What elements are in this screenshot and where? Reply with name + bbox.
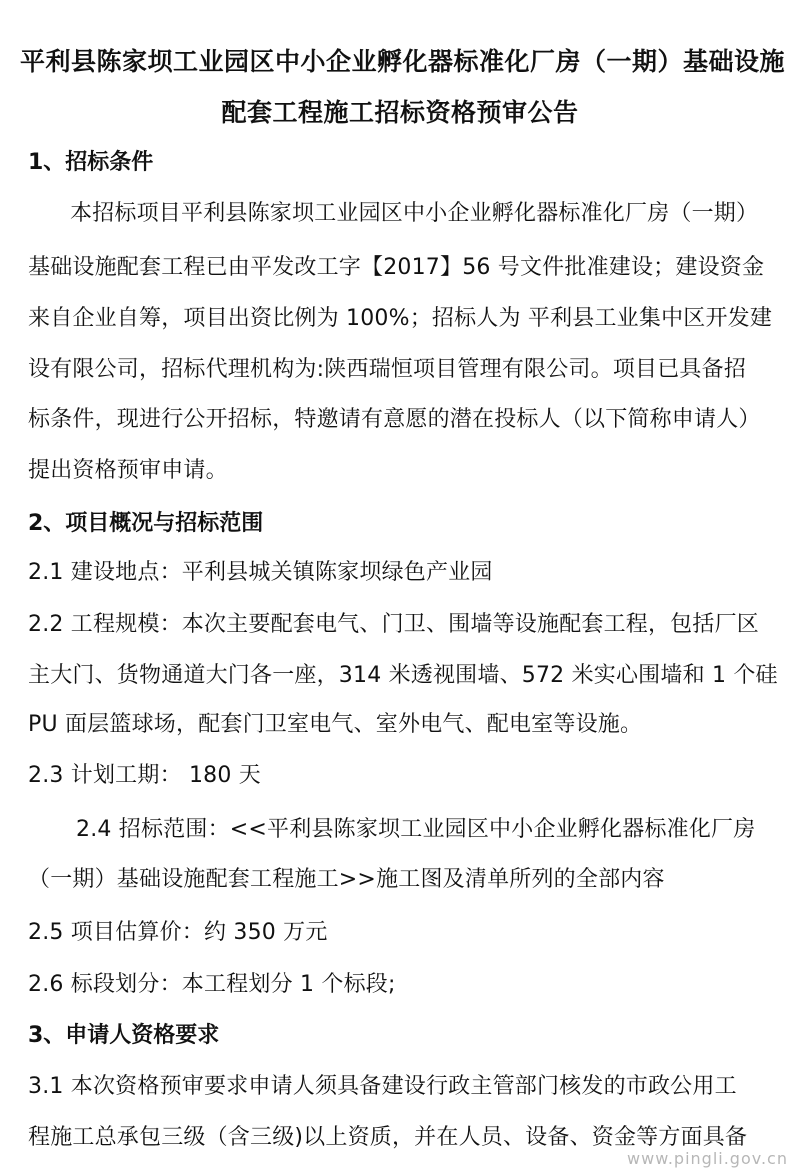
section-2-item-lot-division: 2.6 标段划分：本工程划分 1 个标段;: [28, 972, 396, 997]
section-1-heading: 1、招标条件: [28, 150, 154, 175]
section-2-item-tender-scope: 2.4 招标范围：<<平利县陈家坝工业园区中小企业孵化器标准化厂房: [76, 817, 756, 842]
section-1-paragraph-line: 提出资格预审申请。: [28, 458, 228, 483]
section-3-heading: 3、申请人资格要求: [28, 1023, 220, 1048]
section-2-item-construction-site: 2.1 建设地点：平利县城关镇陈家坝绿色产业园: [28, 560, 493, 585]
section-1-paragraph-line: 标条件，现进行公开招标，特邀请有意愿的潜在投标人（以下简称申请人）: [28, 407, 761, 432]
section-2-item-project-scale: 2.2 工程规模：本次主要配套电气、门卫、围墙等设施配套工程，包括厂区: [28, 612, 759, 637]
section-1-paragraph-line: 设有限公司，招标代理机构为:陕西瑞恒项目管理有限公司。项目已具备招: [28, 357, 747, 382]
section-2-item-tender-scope-cont: （一期）基础设施配套工程施工>>施工图及清单所列的全部内容: [28, 867, 665, 892]
section-1-paragraph-line: 本招标项目平利县陈家坝工业园区中小企业孵化器标准化厂房（一期）: [70, 201, 759, 226]
section-2-item-project-scale-cont: PU 面层篮球场，配套门卫室电气、室外电气、配电室等设施。: [28, 712, 643, 737]
section-1-paragraph-line: 基础设施配套工程已由平发改工字【2017】56 号文件批准建设；建设资金: [28, 255, 765, 280]
document-title-line-2: 配套工程施工招标资格预审公告: [221, 98, 579, 127]
section-2-item-schedule: 2.3 计划工期： 180 天: [28, 763, 261, 788]
section-3-item-qualification: 3.1 本次资格预审要求申请人须具备建设行政主管部门核发的市政公用工: [28, 1074, 737, 1099]
section-2-item-project-scale-cont: 主大门、货物通道大门各一座，314 米透视围墙、572 米实心围墙和 1 个硅: [28, 663, 778, 688]
section-3-item-qualification-cont: 程施工总承包三级（含三级)以上资质，并在人员、设备、资金等方面具备: [28, 1125, 748, 1150]
section-2-heading: 2、项目概况与招标范围: [28, 511, 264, 536]
website-watermark: www.pingli.gov.cn: [627, 1149, 788, 1168]
section-2-item-estimated-price: 2.5 项目估算价：约 350 万元: [28, 920, 328, 945]
section-1-paragraph-line: 来自企业自筹，项目出资比例为 100%；招标人为 平利县工业集中区开发建: [28, 306, 773, 331]
document-title-line-1: 平利县陈家坝工业园区中小企业孵化器标准化厂房（一期）基础设施: [20, 47, 786, 76]
